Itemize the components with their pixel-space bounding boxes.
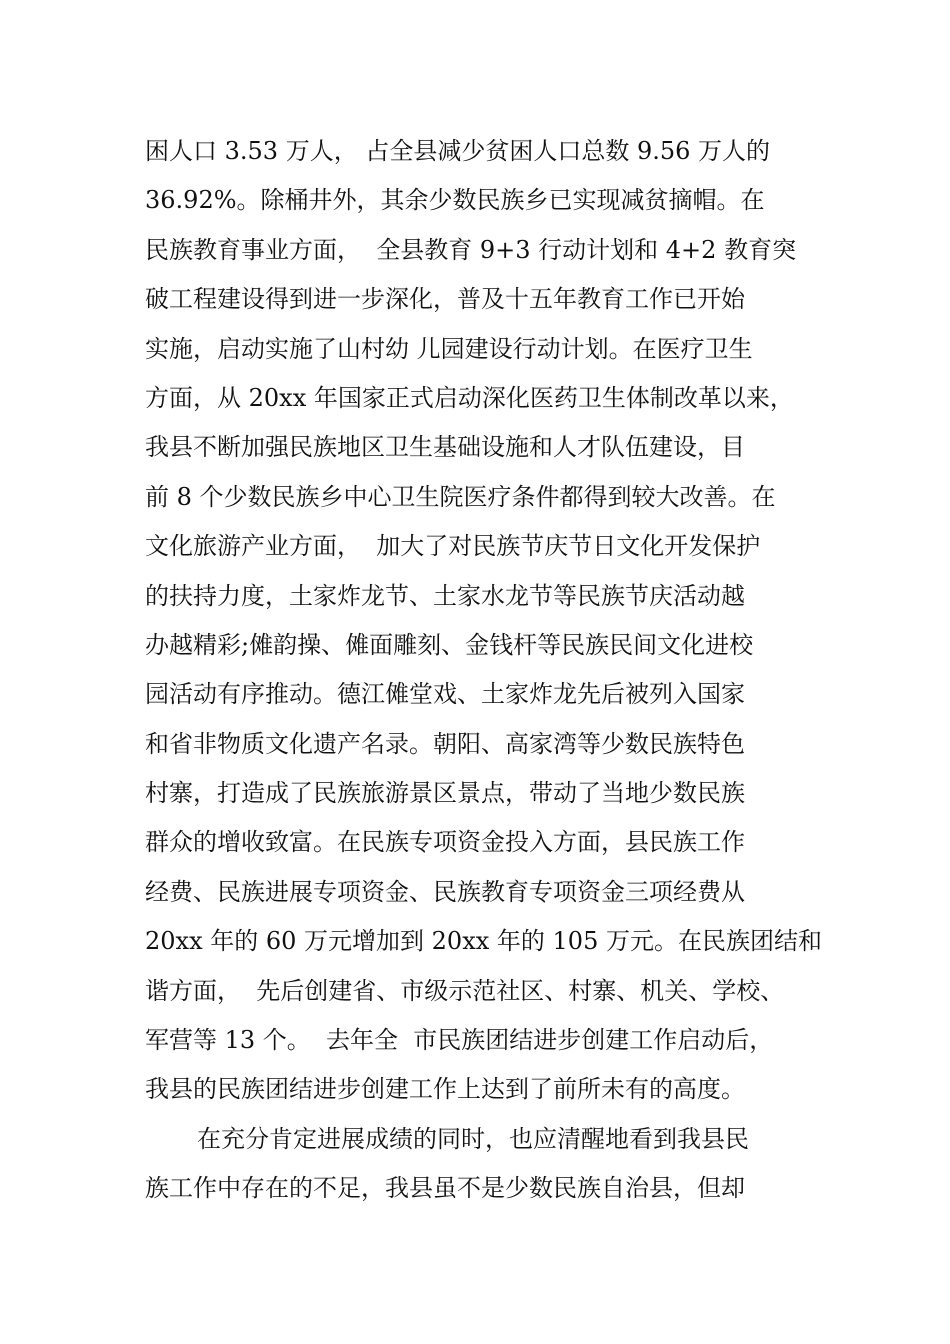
text-line: 族工作中存在的不足，我县虽不是少数民族自治县，但却 bbox=[145, 1174, 745, 1203]
paragraph-start-line: 在充分肯定进展成绩的同时，也应清醒地看到我县民 bbox=[197, 1124, 749, 1153]
text-line: 办越精彩;傩韵操、傩面雕刻、金钱杆等民族民间文化进校 bbox=[145, 630, 754, 659]
text-line: 我县不断加强民族地区卫生基础设施和人才队伍建设，目 bbox=[145, 433, 745, 462]
text-line: 经费、民族进展专项资金、民族教育专项资金三项经费从 bbox=[145, 877, 745, 906]
text-line: 实施，启动实施了山村幼 儿园建设行动计划。在医疗卫生 bbox=[145, 334, 753, 363]
text-line: 和省非物质文化遗产名录。朝阳、高家湾等少数民族特色 bbox=[145, 729, 745, 758]
text-line: 村寨，打造成了民族旅游景区景点，带动了当地少数民族 bbox=[145, 779, 745, 808]
text-line: 军营等 13 个。 去年全 市民族团结进步创建工作启动后， bbox=[145, 1026, 774, 1055]
text-line: 前 8 个少数民族乡中心卫生院医疗条件都得到较大改善。在 bbox=[145, 482, 776, 511]
text-line: 20xx 年的 60 万元增加到 20xx 年的 105 万元。在民族团结和 bbox=[145, 927, 822, 956]
text-line: 方面，从 20xx 年国家正式启动深化医药卫生体制改革以来， bbox=[145, 383, 794, 412]
text-line: 36.92%。除桶井外，其余少数民族乡已实现减贫摘帽。在 bbox=[145, 186, 765, 215]
text-line: 民族教育事业方面， 全县教育 9+3 行动计划和 4+2 教育突 bbox=[145, 235, 797, 264]
text-line: 文化旅游产业方面， 加大了对民族节庆节日文化开发保护 bbox=[145, 532, 761, 561]
body-text bbox=[145, 127, 845, 1214]
text-line: 困人口 3.53 万人， 占全县减少贫困人口总数 9.56 万人的 bbox=[145, 137, 771, 165]
text-line: 的扶持力度，土家炸龙节、土家水龙节等民族节庆活动越 bbox=[145, 581, 745, 610]
text-line: 谐方面， 先后创建省、市级示范社区、村寨、机关、学校、 bbox=[145, 976, 785, 1005]
text-line: 园活动有序推动。德江傩堂戏、土家炸龙先后被列入国家 bbox=[145, 680, 745, 709]
text-line: 我县的民族团结进步创建工作上达到了前所未有的高度。 bbox=[145, 1075, 745, 1104]
text-line: 破工程建设得到进一步深化，普及十五年教育工作已开始 bbox=[145, 285, 745, 314]
text-line: 群众的增收致富。在民族专项资金投入方面，县民族工作 bbox=[145, 828, 745, 857]
